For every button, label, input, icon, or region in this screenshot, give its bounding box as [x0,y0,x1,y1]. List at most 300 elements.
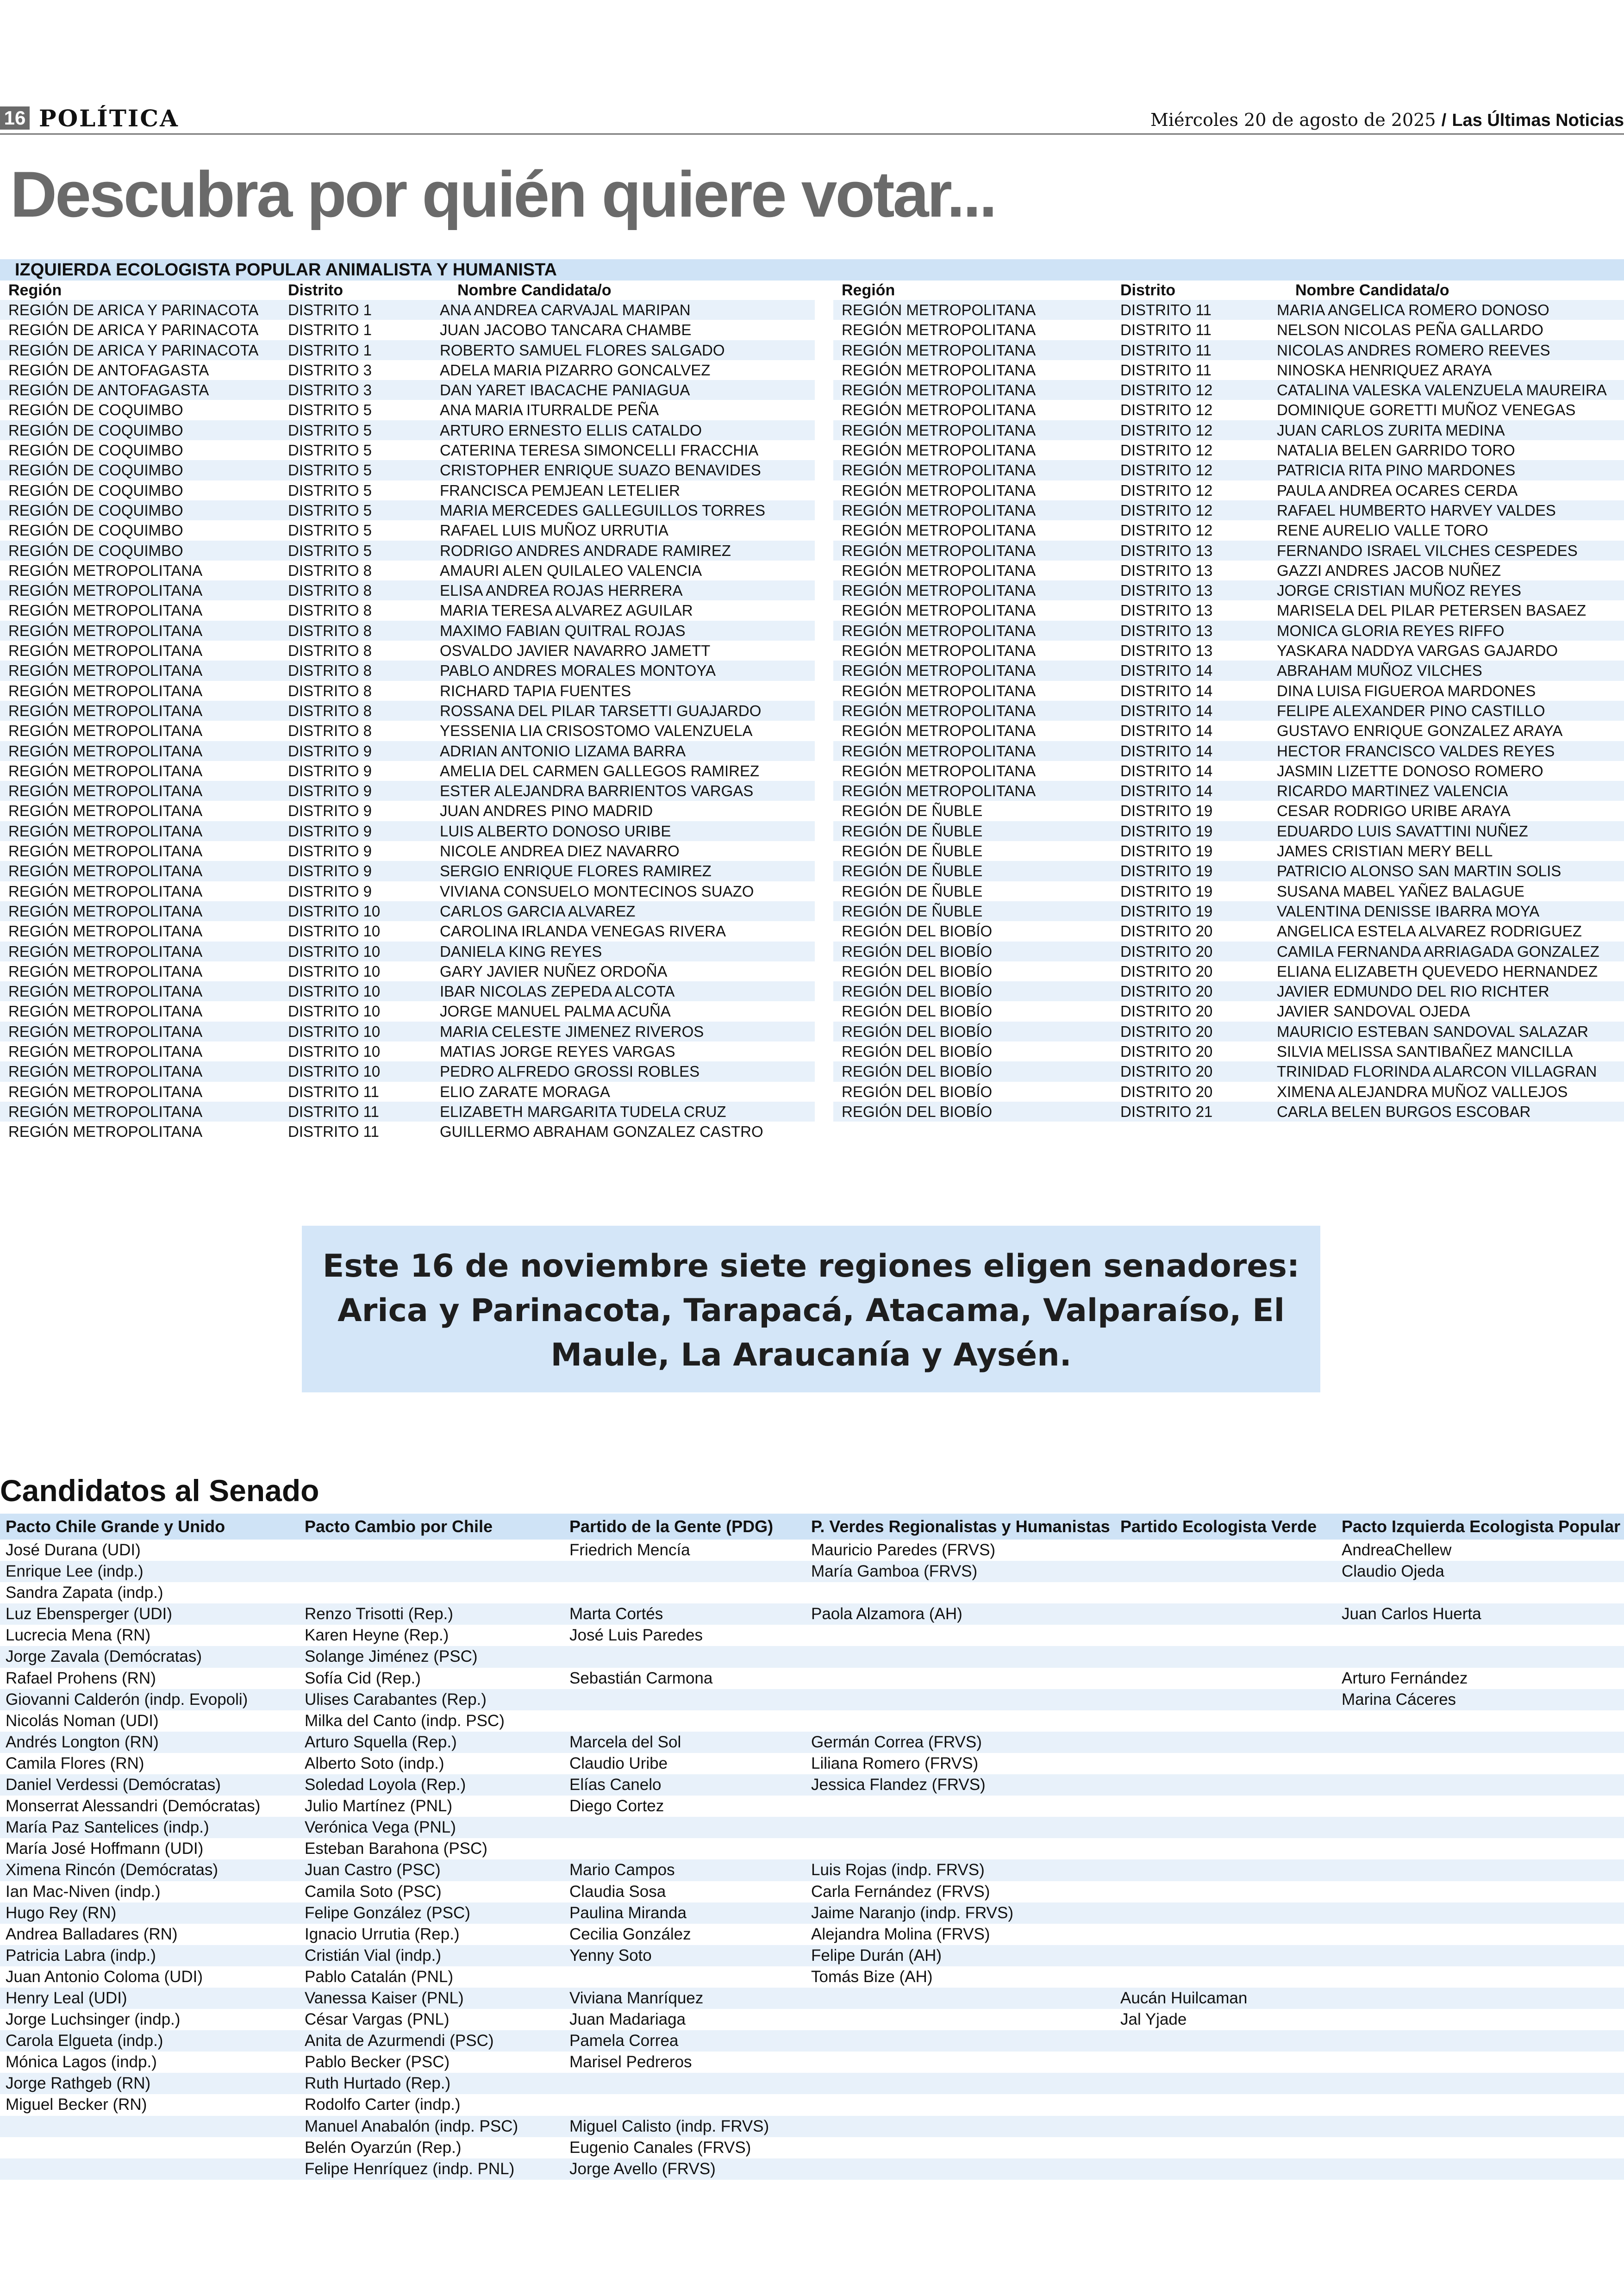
senate-cell: Paulina Miranda [569,1903,687,1922]
cell-district: DISTRITO 20 [1120,1083,1213,1100]
table-row [833,500,1624,520]
cell-region: REGIÓN DEL BIOBÍO [842,1063,993,1080]
table-header [833,281,1624,300]
party-title: IZQUIERDA ECOLOGISTA POPULAR ANIMALISTA Y HUMANISTA [15,260,557,280]
cell-name: MARIA MERCEDES GALLEGUILLOS TORRES [440,501,765,519]
cell-district: DISTRITO 13 [1120,642,1213,660]
senate-cell: Felipe González (PSC) [305,1903,470,1922]
header-verdes-regionalistas: P. Verdes Regionalistas y Humanistas [811,1517,1110,1536]
cell-name: RICHARD TAPIA FUENTES [440,682,631,699]
table-row [0,600,815,620]
senate-elections-callout [302,1226,1320,1392]
senate-cell: Monserrat Alessandri (Demócratas) [6,1797,261,1815]
senate-cell: Alberto Soto (indp.) [305,1754,444,1772]
table-row [0,520,815,540]
cell-region: REGIÓN METROPOLITANA [8,983,203,1000]
senate-row [0,2094,1624,2115]
table-row [0,541,815,561]
senate-row [0,2137,1624,2158]
cell-region: REGIÓN DE ÑUBLE [842,842,983,860]
cell-name: PATRICIA RITA PINO MARDONES [1277,461,1516,479]
cell-name: ARTURO ERNESTO ELLIS CATALDO [440,421,702,439]
cell-name: DINA LUISA FIGUEROA MARDONES [1277,682,1536,699]
senate-cell: Daniel Verdessi (Demócratas) [6,1776,221,1794]
header-district: Distrito [1120,281,1175,299]
table-row [833,580,1624,600]
table-row [833,340,1624,360]
table-row [0,360,815,380]
senate-cell: Sandra Zapata (indp.) [6,1584,163,1602]
cell-district: DISTRITO 10 [288,923,381,940]
header-izquierda-ecologista: Pacto Izquierda Ecologista Popular [1342,1517,1621,1536]
cell-name: DOMINIQUE GORETTI MUÑOZ VENEGAS [1277,401,1576,419]
senate-table [0,1514,1624,2180]
cell-district: DISTRITO 11 [288,1103,379,1120]
cell-name: MAXIMO FABIAN QUITRAL ROJAS [440,622,686,639]
cell-name: MAURICIO ESTEBAN SANDOVAL SALAZAR [1277,1023,1588,1040]
header-name: Nombre Candidata/o [1295,281,1449,299]
senate-row [0,2116,1624,2137]
cell-district: DISTRITO 11 [1120,341,1212,359]
senate-cell: Juan Castro (PSC) [305,1861,441,1879]
cell-region: REGIÓN METROPOLITANA [842,501,1036,519]
candidate-table-right [833,281,1624,1122]
cell-region: REGIÓN METROPOLITANA [842,782,1036,800]
cell-name: FRANCISCA PEMJEAN LETELIER [440,481,680,499]
senate-cell: Pablo Becker (PSC) [305,2053,450,2071]
senate-row [0,1838,1624,1859]
table-row [0,1102,815,1122]
cell-name: SUSANA MABEL YAÑEZ BALAGUE [1277,882,1524,900]
senate-cell: Esteban Barahona (PSC) [305,1840,487,1858]
senate-cell: Felipe Durán (AH) [811,1946,942,1964]
cell-name: CARLA BELEN BURGOS ESCOBAR [1277,1103,1531,1120]
cell-district: DISTRITO 20 [1120,942,1213,960]
cell-region: REGIÓN DE ÑUBLE [842,822,983,840]
cell-district: DISTRITO 11 [1120,301,1212,318]
cell-region: REGIÓN METROPOLITANA [842,341,1036,359]
senate-cell: Carla Fernández (FRVS) [811,1882,990,1901]
cell-region: REGIÓN DE COQUIMBO [8,542,183,559]
table-row [0,942,815,961]
cell-region: REGIÓN METROPOLITANA [8,1003,203,1020]
senate-cell: Mauricio Paredes (FRVS) [811,1541,996,1559]
cell-district: DISTRITO 9 [288,762,372,780]
senate-row [0,1603,1624,1625]
table-row [0,1041,815,1061]
senate-cell: Jaime Naranjo (indp. FRVS) [811,1903,1014,1922]
senate-cell: Juan Antonio Coloma (UDI) [6,1967,203,1986]
table-row [833,661,1624,680]
cell-district: DISTRITO 10 [288,1063,381,1080]
senate-cell: Alejandra Molina (FRVS) [811,1925,990,1943]
senate-title: Candidatos al Senado [0,1473,319,1508]
cell-district: DISTRITO 14 [1120,782,1213,800]
cell-region: REGIÓN DE COQUIMBO [8,481,183,499]
cell-district: DISTRITO 12 [1120,401,1213,419]
cell-district: DISTRITO 1 [288,321,372,339]
cell-district: DISTRITO 14 [1120,722,1213,740]
table-row [0,320,815,340]
table-row [833,300,1624,320]
cell-name: CAMILA FERNANDA ARRIAGADA GONZALEZ [1277,942,1599,960]
senate-cell: Anita de Azurmendi (PSC) [305,2032,494,2050]
table-row [0,1061,815,1081]
cell-region: REGIÓN DE COQUIMBO [8,461,183,479]
cell-region: REGIÓN METROPOLITANA [8,742,203,760]
cell-region: REGIÓN DEL BIOBÍO [842,923,993,940]
cell-name: ANGELICA ESTELA ALVAREZ RODRIGUEZ [1277,923,1582,940]
table-row [833,721,1624,741]
table-row [0,340,815,360]
cell-region: REGIÓN METROPOLITANA [842,582,1036,599]
newspaper-name: Las Últimas Noticias [1452,111,1624,130]
table-row [0,741,815,761]
senate-row [0,2030,1624,2052]
candidate-table-left [0,281,815,1141]
table-row [0,881,815,901]
cell-district: DISTRITO 19 [1120,842,1213,860]
cell-name: JUAN JACOBO TANCARA CHAMBE [440,321,692,339]
cell-region: REGIÓN METROPOLITANA [842,682,1036,699]
cell-district: DISTRITO 9 [288,842,372,860]
senate-cell: Andrés Longton (RN) [6,1733,159,1751]
senate-cell: Eugenio Canales (FRVS) [569,2138,751,2157]
cell-region: REGIÓN DEL BIOBÍO [842,983,993,1000]
cell-name: DANIELA KING REYES [440,942,602,960]
cell-name: MARIA TERESA ALVAREZ AGUILAR [440,602,693,619]
table-row [0,621,815,641]
cell-district: DISTRITO 19 [1120,902,1213,920]
senate-table-header [0,1514,1624,1540]
cell-name: JAVIER SANDOVAL OJEDA [1277,1003,1470,1020]
table-row [0,921,815,941]
senate-cell: Henry Leal (UDI) [6,1989,127,2007]
cell-region: REGIÓN METROPOLITANA [8,923,203,940]
senate-row [0,2158,1624,2180]
cell-name: GUILLERMO ABRAHAM GONZALEZ CASTRO [440,1123,763,1141]
cell-name: VALENTINA DENISSE IBARRA MOYA [1277,902,1540,920]
senate-cell: Diego Cortez [569,1797,664,1815]
cell-name: GUSTAVO ENRIQUE GONZALEZ ARAYA [1277,722,1563,740]
cell-name: EDUARDO LUIS SAVATTINI NUÑEZ [1277,822,1528,840]
cell-name: VIVIANA CONSUELO MONTECINOS SUAZO [440,882,754,900]
cell-region: REGIÓN METROPOLITANA [842,561,1036,579]
header-ecologista-verde: Partido Ecologista Verde [1120,1517,1317,1536]
cell-region: REGIÓN METROPOLITANA [8,561,203,579]
table-row [833,320,1624,340]
cell-district: DISTRITO 20 [1120,1042,1213,1060]
page-number: 16 [0,106,30,130]
cell-name: JAVIER EDMUNDO DEL RIO RICHTER [1277,983,1549,1000]
cell-district: DISTRITO 20 [1120,1023,1213,1040]
cell-district: DISTRITO 1 [288,301,372,318]
senate-cell: Marcela del Sol [569,1733,681,1751]
table-row [0,721,815,741]
cell-name: GARY JAVIER NUÑEZ ORDOÑA [440,962,668,980]
cell-district: DISTRITO 3 [288,381,372,399]
table-row [833,460,1624,480]
senate-cell: Cristián Vial (indp.) [305,1946,442,1964]
senate-cell: César Vargas (PNL) [305,2010,450,2029]
senate-cell: Patricia Labra (indp.) [6,1946,156,1964]
cell-district: DISTRITO 10 [288,942,381,960]
senate-cell: Jorge Avello (FRVS) [569,2159,716,2178]
cell-name: PABLO ANDRES MORALES MONTOYA [440,662,716,680]
cell-region: REGIÓN METROPOLITANA [8,662,203,680]
cell-region: REGIÓN DEL BIOBÍO [842,1083,993,1100]
cell-region: REGIÓN METROPOLITANA [842,481,1036,499]
senate-cell: Arturo Squella (Rep.) [305,1733,457,1751]
senate-row [0,1945,1624,1966]
cell-region: REGIÓN METROPOLITANA [842,321,1036,339]
senate-cell: Enrique Lee (indp.) [6,1562,144,1581]
cell-district: DISTRITO 8 [288,662,372,680]
senate-cell: Miguel Becker (RN) [6,2095,147,2114]
cell-district: DISTRITO 10 [288,983,381,1000]
cell-district: DISTRITO 12 [1120,522,1213,539]
cell-district: DISTRITO 20 [1120,1003,1213,1020]
cell-region: REGIÓN DE ARICA Y PARINACOTA [8,341,259,359]
senate-cell: Cecilia González [569,1925,691,1943]
senate-cell: Claudio Ojeda [1342,1562,1444,1581]
cell-region: REGIÓN METROPOLITANA [8,1023,203,1040]
senate-row [0,2073,1624,2094]
senate-cell: Milka del Canto (indp. PSC) [305,1711,505,1730]
senate-cell: Giovanni Calderón (indp. Evopoli) [6,1690,248,1709]
table-row [0,1122,815,1141]
cell-region: REGIÓN METROPOLITANA [8,622,203,639]
table-header [0,281,815,300]
candidate-rows-right [833,300,1624,1122]
cell-name: RODRIGO ANDRES ANDRADE RAMIREZ [440,542,731,559]
cell-district: DISTRITO 5 [288,442,372,459]
senate-cell: Lucrecia Mena (RN) [6,1626,151,1645]
table-row [833,641,1624,661]
table-row [0,781,815,801]
header-pacto-chile-grande: Pacto Chile Grande y Unido [6,1517,225,1536]
cell-region: REGIÓN DEL BIOBÍO [842,1023,993,1040]
cell-region: REGIÓN METROPOLITANA [842,662,1036,680]
cell-region: REGIÓN METROPOLITANA [8,722,203,740]
cell-district: DISTRITO 5 [288,501,372,519]
issue-date: Miércoles 20 de agosto de 2025 [1150,110,1436,130]
cell-region: REGIÓN METROPOLITANA [842,301,1036,318]
table-row [833,801,1624,821]
table-row [833,440,1624,460]
cell-district: DISTRITO 20 [1120,1063,1213,1080]
cell-region: REGIÓN METROPOLITANA [842,522,1036,539]
table-row [0,701,815,721]
senate-row [0,1796,1624,1817]
table-row [833,561,1624,580]
cell-district: DISTRITO 13 [1120,561,1213,579]
cell-district: DISTRITO 9 [288,882,372,900]
senate-cell: Felipe Henríquez (indp. PNL) [305,2159,515,2178]
senate-cell: Camila Soto (PSC) [305,1882,442,1901]
table-row [833,681,1624,701]
table-row [0,1022,815,1041]
senate-row [0,1625,1624,1646]
table-row [0,841,815,861]
cell-name: HECTOR FRANCISCO VALDES REYES [1277,742,1555,760]
senate-cell: Ruth Hurtado (Rep.) [305,2074,451,2093]
cell-name: NICOLE ANDREA DIEZ NAVARRO [440,842,680,860]
cell-name: ROSSANA DEL PILAR TARSETTI GUAJARDO [440,702,762,719]
table-row [833,761,1624,781]
senate-cell: Belén Oyarzún (Rep.) [305,2138,462,2157]
table-row [0,641,815,661]
senate-row [0,1753,1624,1774]
cell-name: JORGE MANUEL PALMA ACUÑA [440,1003,671,1020]
cell-name: ANA MARIA ITURRALDE PEÑA [440,401,659,419]
cell-district: DISTRITO 5 [288,401,372,419]
cell-region: REGIÓN DE COQUIMBO [8,421,183,439]
cell-region: REGIÓN METROPOLITANA [8,1042,203,1060]
senate-row [0,1561,1624,1582]
cell-name: MATIAS JORGE REYES VARGAS [440,1042,675,1060]
cell-region: REGIÓN METROPOLITANA [8,822,203,840]
table-row [0,1001,815,1021]
senate-cell: Jorge Rathgeb (RN) [6,2074,151,2093]
table-row [0,440,815,460]
cell-district: DISTRITO 9 [288,802,372,820]
cell-region: REGIÓN DEL BIOBÍO [842,1103,993,1120]
cell-name: MARIA CELESTE JIMENEZ RIVEROS [440,1023,704,1040]
senate-cell: Claudio Uribe [569,1754,668,1772]
cell-region: REGIÓN DE COQUIMBO [8,522,183,539]
cell-district: DISTRITO 5 [288,542,372,559]
cell-name: ANA ANDREA CARVAJAL MARIPAN [440,301,691,318]
cell-name: MONICA GLORIA REYES RIFFO [1277,622,1505,639]
cell-district: DISTRITO 9 [288,782,372,800]
senate-cell: Camila Flores (RN) [6,1754,144,1772]
cell-name: JASMIN LIZETTE DONOSO ROMERO [1277,762,1543,780]
header-region: Región [842,281,895,299]
senate-cell: Jorge Luchsinger (indp.) [6,2010,181,2029]
cell-name: NICOLAS ANDRES ROMERO REEVES [1277,341,1550,359]
cell-region: REGIÓN DE ARICA Y PARINACOTA [8,301,259,318]
cell-region: REGIÓN METROPOLITANA [842,542,1036,559]
table-row [0,580,815,600]
cell-region: REGIÓN DE COQUIMBO [8,401,183,419]
senate-cell: Rafael Prohens (RN) [6,1669,156,1687]
cell-name: ADRIAN ANTONIO LIZAMA BARRA [440,742,686,760]
cell-region: REGIÓN METROPOLITANA [842,421,1036,439]
cell-name: YESSENIA LIA CRISOSTOMO VALENZUELA [440,722,753,740]
cell-name: ABRAHAM MUÑOZ VILCHES [1277,662,1482,680]
cell-name: XIMENA ALEJANDRA MUÑOZ VALLEJOS [1277,1083,1568,1100]
senate-row [0,1859,1624,1881]
cell-name: MARISELA DEL PILAR PETERSEN BASAEZ [1277,602,1587,619]
table-row [0,821,815,841]
cell-name: ESTER ALEJANDRA BARRIENTOS VARGAS [440,782,754,800]
cell-district: DISTRITO 12 [1120,421,1213,439]
header-name: Nombre Candidata/o [457,281,612,299]
senate-cell: Karen Heyne (Rep.) [305,1626,449,1645]
senate-cell: Jessica Flandez (FRVS) [811,1776,986,1794]
cell-region: REGIÓN DE ARICA Y PARINACOTA [8,321,259,339]
senate-row [0,1710,1624,1732]
cell-region: REGIÓN METROPOLITANA [8,1103,203,1120]
cell-name: DAN YARET IBACACHE PANIAGUA [440,381,690,399]
senate-cell: Solange Jiménez (PSC) [305,1647,478,1666]
cell-name: IBAR NICOLAS ZEPEDA ALCOTA [440,983,675,1000]
senate-rows [0,1540,1624,2180]
cell-region: REGIÓN METROPOLITANA [8,882,203,900]
senate-row [0,1774,1624,1796]
table-row [833,1001,1624,1021]
callout-line: Arica y Parinacota, Tarapacá, Atacama, Valparaíso, El [337,1292,1285,1329]
senate-cell: Vanessa Kaiser (PNL) [305,1989,464,2007]
cell-region: REGIÓN METROPOLITANA [842,602,1036,619]
table-row [833,961,1624,981]
cell-name: CATALINA VALESKA VALENZUELA MAUREIRA [1277,381,1607,399]
table-row [0,961,815,981]
senate-cell: Pablo Catalán (PNL) [305,1967,453,1986]
table-row [833,520,1624,540]
cell-district: DISTRITO 13 [1120,602,1213,619]
candidate-rows-left [0,300,815,1141]
cell-name: CARLOS GARCIA ALVAREZ [440,902,636,920]
table-row [833,480,1624,500]
cell-name: AMELIA DEL CARMEN GALLEGOS RAMIREZ [440,762,760,780]
table-row [833,360,1624,380]
cell-district: DISTRITO 10 [288,1023,381,1040]
table-row [833,600,1624,620]
senate-cell: Sofía Cid (Rep.) [305,1669,421,1687]
header-rule [0,133,1624,135]
senate-cell: Ximena Rincón (Demócratas) [6,1861,219,1879]
senate-cell: Friedrich Mencía [569,1541,690,1559]
senate-row [0,1881,1624,1902]
header-pacto-cambio: Pacto Cambio por Chile [305,1517,493,1536]
table-row [833,741,1624,761]
senate-cell: Miguel Calisto (indp. FRVS) [569,2117,769,2135]
senate-cell: Carola Elgueta (indp.) [6,2032,163,2050]
cell-district: DISTRITO 8 [288,622,372,639]
senate-cell: Rodolfo Carter (indp.) [305,2095,461,2114]
cell-region: REGIÓN METROPOLITANA [8,582,203,599]
cell-region: REGIÓN METROPOLITANA [842,742,1036,760]
cell-name: RICARDO MARTINEZ VALENCIA [1277,782,1508,800]
cell-district: DISTRITO 13 [1120,582,1213,599]
cell-name: RENE AURELIO VALLE TORO [1277,522,1488,539]
senate-cell: Nicolás Noman (UDI) [6,1711,159,1730]
cell-district: DISTRITO 8 [288,561,372,579]
table-row [0,901,815,921]
table-row [0,300,815,320]
cell-region: REGIÓN METROPOLITANA [8,682,203,699]
cell-district: DISTRITO 13 [1120,542,1213,559]
table-row [833,541,1624,561]
senate-row [0,2052,1624,2073]
cell-region: REGIÓN METROPOLITANA [842,461,1036,479]
cell-region: REGIÓN METROPOLITANA [8,842,203,860]
cell-name: CAROLINA IRLANDA VENEGAS RIVERA [440,923,726,940]
cell-region: REGIÓN METROPOLITANA [8,942,203,960]
cell-district: DISTRITO 11 [1120,321,1212,339]
cell-name: JUAN CARLOS ZURITA MEDINA [1277,421,1505,439]
cell-region: REGIÓN DE ÑUBLE [842,802,983,820]
senate-row [0,1732,1624,1753]
cell-region: REGIÓN METROPOLITANA [8,602,203,619]
cell-name: TRINIDAD FLORINDA ALARCON VILLAGRAN [1277,1063,1597,1080]
cell-name: YASKARA NADDYA VARGAS GAJARDO [1277,642,1558,660]
cell-region: REGIÓN METROPOLITANA [842,622,1036,639]
masthead [0,106,1624,133]
cell-region: REGIÓN METROPOLITANA [8,782,203,800]
